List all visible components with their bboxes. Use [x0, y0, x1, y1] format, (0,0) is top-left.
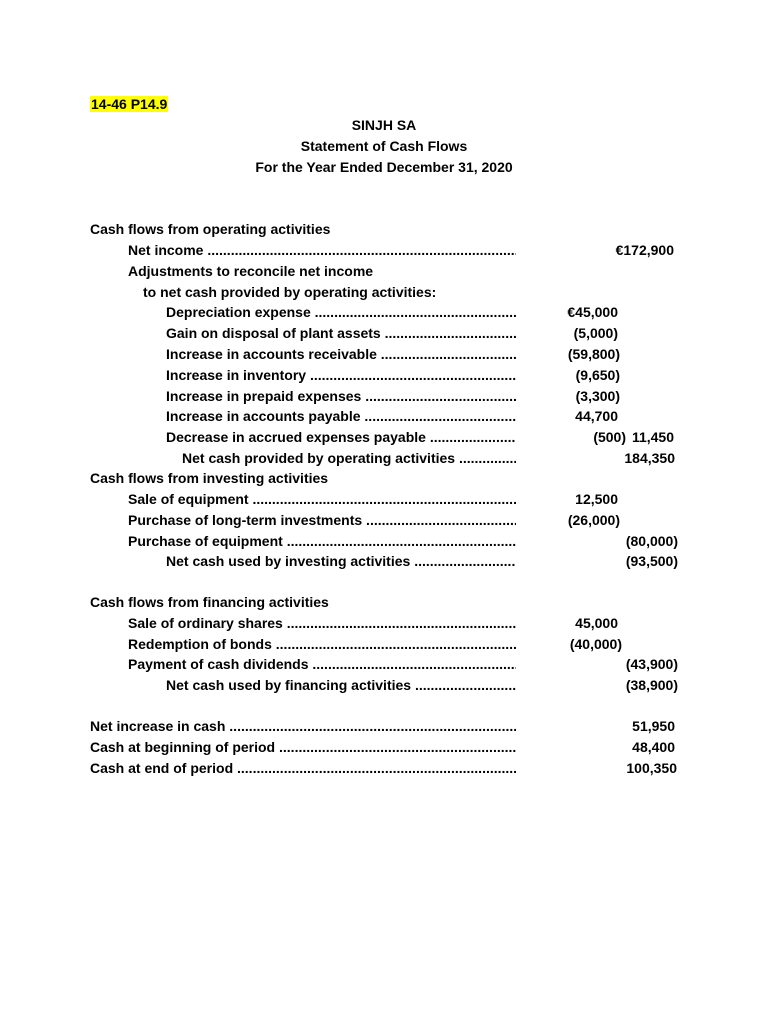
summary-label: Cash at beginning of period .....	[90, 738, 516, 756]
op-item-value: (9,650)	[575, 367, 620, 383]
net-income-value: €172,900	[615, 242, 674, 258]
op-item-label: Depreciation expense .....	[166, 303, 516, 321]
statement-period: For the Year Ended December 31, 2020	[255, 159, 513, 175]
fin-item-label: Sale of ordinary shares .....	[128, 614, 516, 632]
inv-item-label: Purchase of equipment .....	[128, 532, 516, 550]
op-item-value: (5,000)	[573, 325, 618, 341]
op-item-value: (3,300)	[575, 388, 620, 404]
op-item-label: Increase in accounts payable .....	[166, 407, 516, 425]
doc-reference: 14-46 P14.9	[91, 96, 168, 112]
fin-item-value: (40,000)	[569, 636, 622, 652]
op-item-value: €45,000	[567, 304, 618, 320]
summary-label: Net increase in cash .....	[90, 717, 516, 735]
fin-item-label: Redemption of bonds .....	[128, 635, 516, 653]
net-income-label: Net income .....	[128, 241, 516, 259]
adjustments-line-1: Adjustments to reconcile net income	[128, 263, 374, 279]
inv-item-value: (26,000)	[567, 512, 620, 528]
adjustments-line-2: to net cash provided by operating activities:	[143, 284, 437, 300]
inv-item-label: Purchase of long-term investments .....	[128, 511, 516, 529]
operating-net-value: 184,350	[624, 450, 675, 466]
operating-net-label: Net cash provided by operating activities .....	[182, 449, 516, 467]
inv-item-value: 12,500	[575, 491, 618, 507]
op-item-label: Decrease in accrued expenses payable .....	[166, 428, 516, 446]
op-item-value: (500)	[593, 429, 626, 445]
summary-value: 100,350	[626, 760, 677, 776]
op-item-value: 44,700	[575, 408, 618, 424]
fin-item-value: (43,900)	[625, 656, 678, 672]
op-item-value: (59,800)	[567, 346, 620, 362]
investing-net-value: (93,500)	[625, 553, 678, 569]
financing-net-label: Net cash used by financing activities .....	[166, 676, 516, 694]
financing-heading: Cash flows from financing activities	[90, 594, 329, 610]
statement-title: Statement of Cash Flows	[300, 138, 468, 154]
op-item-label: Increase in inventory .....	[166, 366, 516, 384]
op-item-label: Increase in accounts receivable .....	[166, 345, 516, 363]
summary-value: 51,950	[632, 718, 675, 734]
summary-label: Cash at end of period .....	[90, 759, 516, 777]
investing-heading: Cash flows from investing activities	[90, 470, 329, 486]
fin-item-label: Payment of cash dividends .....	[128, 655, 516, 673]
company-name: SINJH SA	[351, 117, 417, 133]
inv-item-value: (80,000)	[625, 533, 678, 549]
op-item-label: Increase in prepaid expenses .....	[166, 387, 516, 405]
investing-net-label: Net cash used by investing activities .....	[166, 552, 516, 570]
op-item-label: Gain on disposal of plant assets .....	[166, 324, 516, 342]
op-adjustments-total: 11,450	[631, 429, 674, 445]
financing-net-value: (38,900)	[625, 677, 678, 693]
fin-item-value: 45,000	[575, 615, 618, 631]
operating-heading: Cash flows from operating activities	[90, 221, 331, 237]
inv-item-label: Sale of equipment .....	[128, 490, 516, 508]
summary-value: 48,400	[632, 739, 675, 755]
